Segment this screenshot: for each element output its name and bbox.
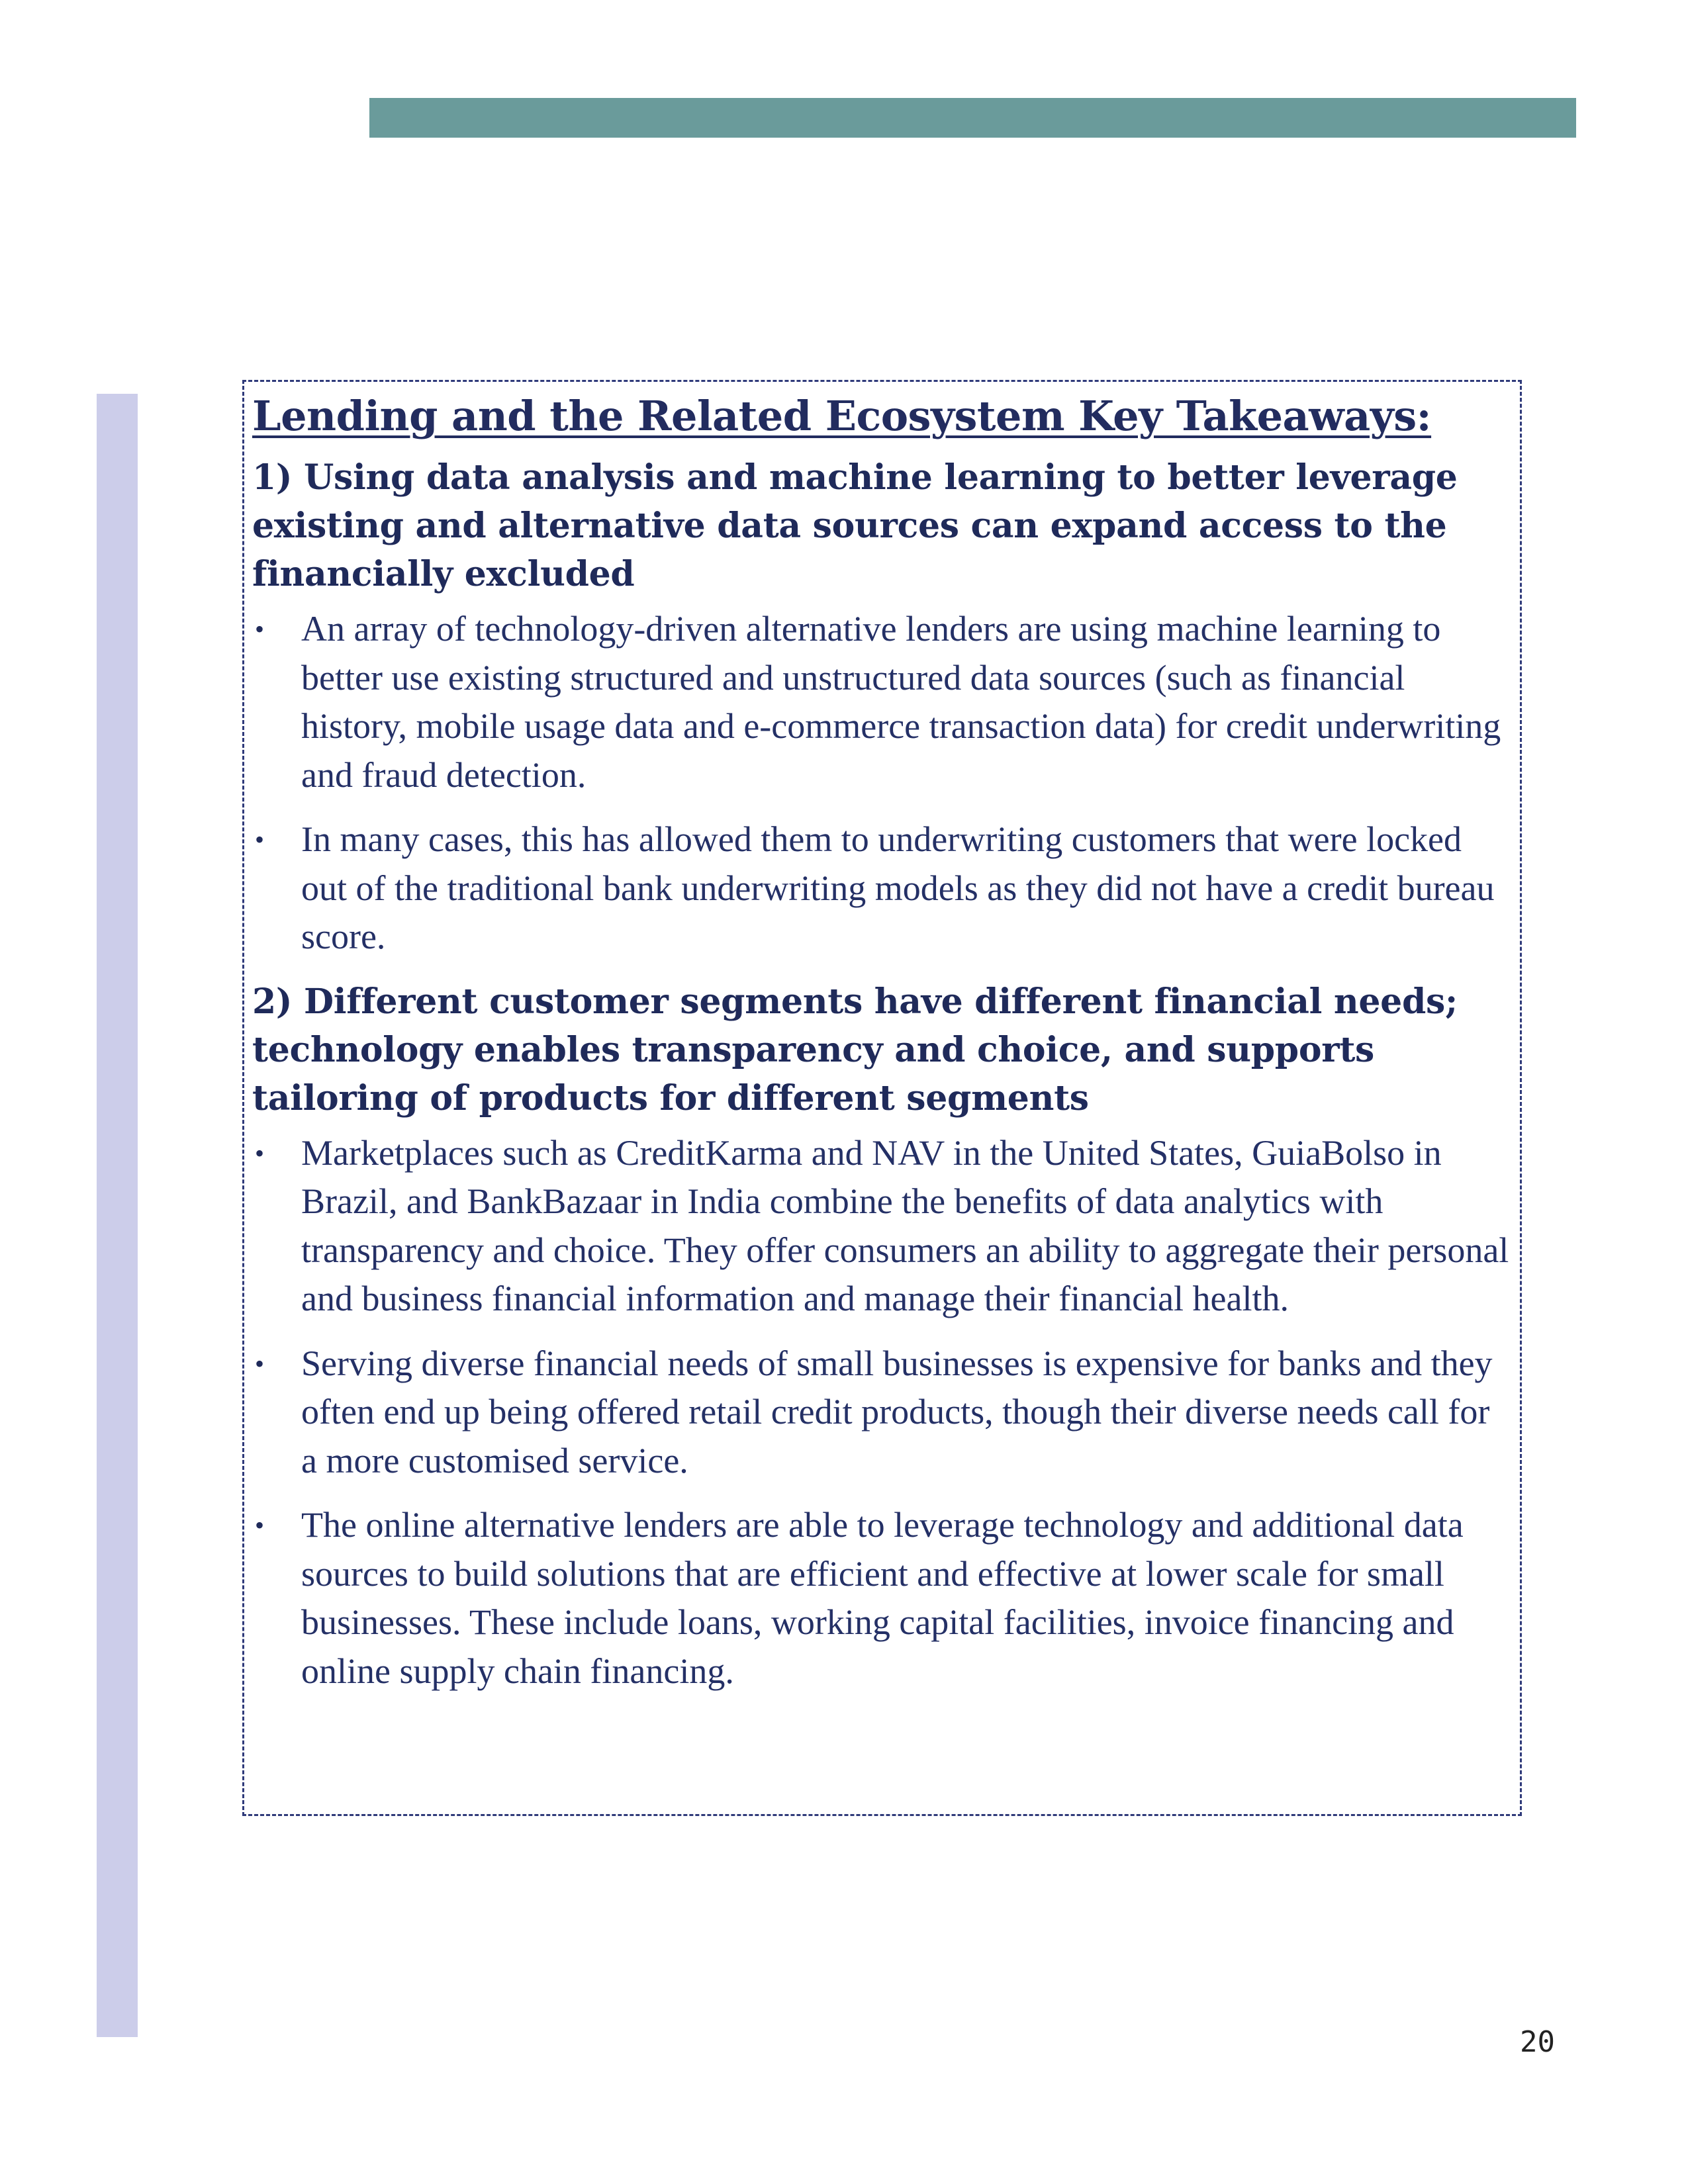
section-2-heading: 2) Different customer segments have different financial needs; technology enables transparency and choice, and supports tailoring of products for different segments	[252, 981, 1458, 1118]
bullet-icon: •	[255, 1510, 265, 1540]
side-accent-bar	[97, 394, 138, 2037]
section-1-bullet-list	[252, 605, 1511, 962]
list-item	[252, 605, 1511, 799]
bullet-icon: •	[255, 1138, 265, 1168]
bullet-text: In many cases, this has allowed them to underwriting customers that were locked out of the traditional bank underwriting models as they did not have a credit bureau score.	[301, 819, 1495, 956]
takeaways-title: Lending and the Related Ecosystem Key Takeaways:	[252, 392, 1432, 440]
list-item	[252, 1340, 1511, 1486]
bullet-text: Serving diverse financial needs of small businesses is expensive for banks and they often end up being offered retail credit products, though their diverse needs call for a more customised service.	[301, 1343, 1493, 1480]
section-1-heading: 1) Using data analysis and machine learning to better leverage existing and alternative data sources can expand access to the financially excluded	[252, 457, 1458, 594]
list-item	[252, 1129, 1511, 1324]
bullet-text: An array of technology-driven alternative lenders are using machine learning to better use existing structured and unstructured data sources (such as financial history, mobile usage data and e-commerce transaction data) for credit underwriting and fraud detection.	[301, 609, 1501, 795]
list-item	[252, 815, 1511, 962]
list-item	[252, 1501, 1511, 1696]
section-2-bullet-list	[252, 1129, 1511, 1696]
bullet-text: Marketplaces such as CreditKarma and NAV in the United States, GuiaBolso in Brazil, and BankBazaar in India combine the benefits of data analytics with transparency and choice. They offer consumers an ability to aggregate their personal and business financial information and manage their financial health.	[301, 1132, 1509, 1318]
bullet-text: The online alternative lenders are able to leverage technology and additional data sources to build solutions that are efficient and effective at lower scale for small businesses. These include loans, working capital facilities, invoice financing and online supply chain financing.	[301, 1505, 1464, 1691]
bullet-icon: •	[255, 1348, 265, 1379]
bullet-icon: •	[255, 825, 265, 854]
page-number: 20	[1520, 2025, 1555, 2059]
header-accent-bar	[369, 98, 1576, 138]
key-takeaways-box	[242, 380, 1522, 1816]
bullet-icon: •	[255, 614, 265, 644]
